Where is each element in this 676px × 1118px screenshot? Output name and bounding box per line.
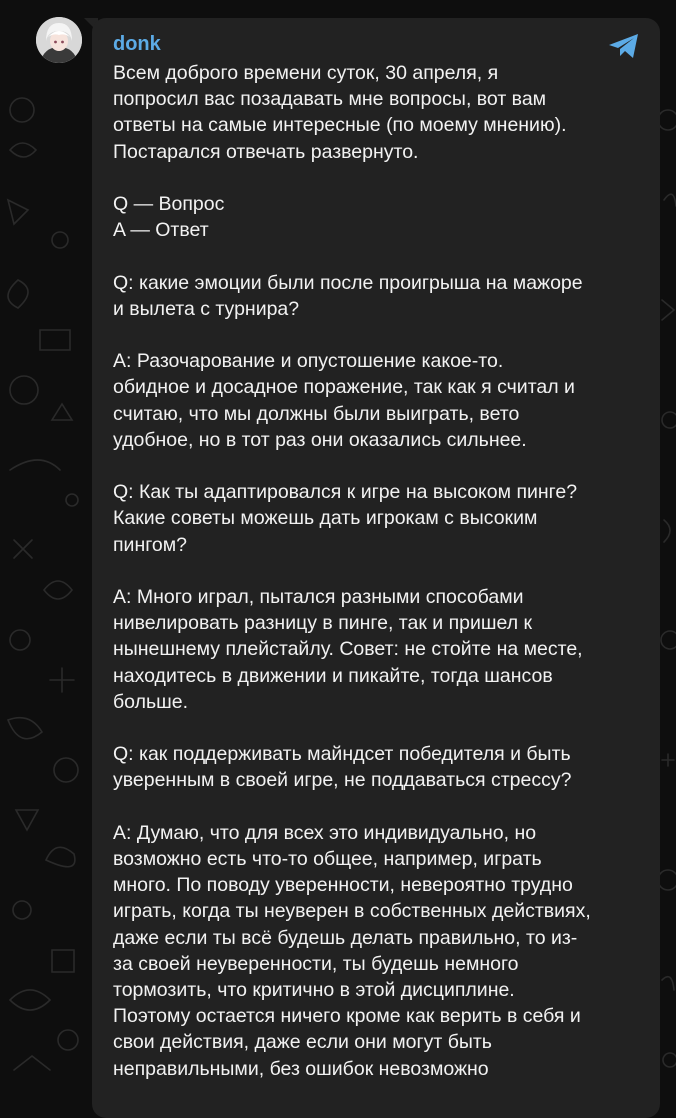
message-paragraph xyxy=(113,60,640,165)
anime-avatar-icon xyxy=(36,17,82,63)
message-line: находитесь в движении и пикайте, тогда шансов xyxy=(113,664,553,687)
message-line: Какие советы можешь дать игрокам с высоким xyxy=(113,507,538,530)
telegram-plane-icon[interactable] xyxy=(608,32,640,60)
message-line: Постарался отвечать развернуто. xyxy=(113,140,419,163)
message-paragraph xyxy=(113,270,640,322)
message-paragraph xyxy=(113,741,640,793)
message-line: за своей неуверенности, ты будешь немного xyxy=(113,952,519,975)
message-line: нынешнему плейстайлу. Совет: не стойте на месте, xyxy=(113,638,583,661)
message-line: Q — Вопрос xyxy=(113,193,225,215)
message-line: тормозить, что критично в этой дисциплине. xyxy=(113,979,515,1001)
avatar[interactable] xyxy=(36,17,82,63)
message-line: Q: как поддерживать майндсет победителя и быть xyxy=(113,743,571,766)
message-line: A: Много играл, пытался разными способами xyxy=(113,585,524,608)
message-line: обидное и досадное поражение, так как я считал и xyxy=(113,376,575,399)
sender-name[interactable]: donk xyxy=(113,33,161,55)
message-line: Поэтому остается ничего кроме как верить в себя и xyxy=(113,1005,581,1028)
message-text xyxy=(113,60,640,1082)
message-paragraph xyxy=(113,479,640,558)
message-line: много. По поводу уверенности, невероятно трудно xyxy=(113,874,573,897)
message-line: считаю, что мы должны были выиграть, вето xyxy=(113,402,520,425)
message-line: больше. xyxy=(113,690,189,713)
message-line: попросил вас позадавать мне вопросы, вот вам xyxy=(113,88,547,111)
message-line: A: Думаю, что для всех это индивидуально, но xyxy=(113,821,537,844)
message-paragraph xyxy=(113,191,640,243)
message-line: возможно есть что-то общее, например, играть xyxy=(113,847,542,870)
message-line: удобное, но в тот раз они оказались сильнее. xyxy=(113,428,527,451)
message-line: Всем доброго времени суток, 30 апреля, я xyxy=(113,62,499,84)
message-line: уверенным в своей игре, не поддаваться стрессу? xyxy=(113,769,572,792)
message-line: неправильными, без ошибок невозможно xyxy=(113,1057,489,1080)
message-line: нивелировать разницу в пинге, так и пришел к xyxy=(113,612,533,635)
message-line: A — Ответ xyxy=(113,219,209,242)
message-line: Q: Как ты адаптировался к игре на высоком пинге? xyxy=(113,481,578,504)
message-bubble[interactable] xyxy=(92,18,660,1118)
message-paragraph xyxy=(113,584,640,715)
message-line: свои действия, даже если они могут быть xyxy=(113,1031,492,1054)
message-paragraph xyxy=(113,348,640,453)
message-line: и вылета с турнира? xyxy=(113,297,300,320)
message-line: ответы на самые интересные (по моему мнению). xyxy=(113,114,567,137)
message-line: A: Разочарование и опустошение какое-то. xyxy=(113,350,504,373)
message-line: Q: какие эмоции были после проигрыша на мажоре xyxy=(113,271,583,294)
message-line: пингом? xyxy=(113,533,188,556)
message-line: даже если ты всё будешь делать правильно, то из- xyxy=(113,926,578,949)
message-paragraph xyxy=(113,820,640,1082)
message-line: играть, когда ты неуверен в собственных действиях, xyxy=(113,900,591,923)
